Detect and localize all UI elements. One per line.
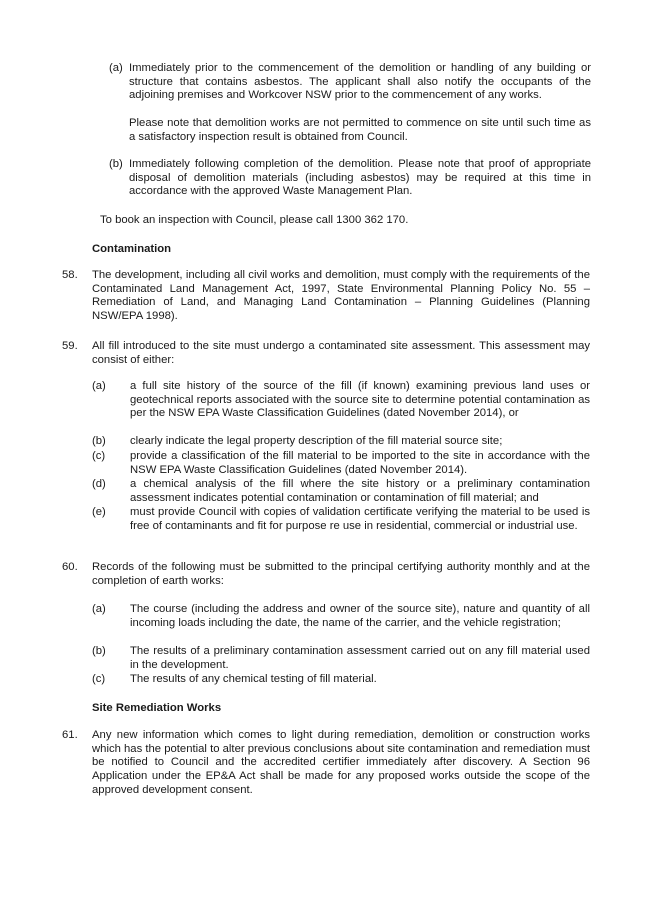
condition-59-number: 59.	[62, 340, 78, 352]
condition-59-item-b-label: (b)	[92, 435, 106, 447]
condition-59-item-c-text: provide a classification of the fill material to be imported to the site in accordance with the NSW EPA Waste Classification Guidelines (dated November 2014).	[130, 450, 590, 476]
condition-60-item-c-text: The results of any chemical testing of fill material.	[130, 673, 377, 685]
condition-60-item-b-label: (b)	[92, 645, 106, 657]
condition-60-number: 60.	[62, 561, 78, 573]
condition-59-item-b-text: clearly indicate the legal property description of the fill material source site;	[130, 435, 503, 447]
condition-60-text: Records of the following must be submitted to the principal certifying authority monthly and at the completion of earth works:	[92, 561, 590, 587]
intro-item-a-text: Immediately prior to the commencement of the demolition or handling of any building or structure that contains asbestos. The applicant shall also notify the occupants of the adjoining premises and Workcover NSW prior to the commencement of any works.	[129, 62, 591, 102]
condition-60-item-a-label: (a)	[92, 603, 106, 615]
contamination-heading: Contamination	[92, 243, 172, 255]
intro-item-b-text: Immediately following completion of the demolition. Please note that proof of appropriate disposal of demolition materials (including asbestos) may be required at this time in accordance with the approved Waste Management Plan.	[129, 158, 591, 198]
condition-59-item-d-text: a chemical analysis of the fill where the site history or a preliminary contamination assessment indicates potential contamination or contamination of fill material; and	[130, 478, 590, 504]
condition-61-text: Any new information which comes to light during remediation, demolition or construction works which has the potential to alter previous conclusions about site contamination and remediation must be notified to Council and the accredited certifier immediately after discovery. A Section 96 Application under the EP&A Act shall be made for any proposed works outside the scope of the approved development consent.	[92, 729, 590, 796]
condition-59-item-a-text: a full site history of the source of the fill (if known) examining previous land uses or geotechnical reports associated with the source site to determine potential contamination as per the NSW EPA Waste Classification Guidelines (dated November 2014), or	[130, 380, 590, 420]
condition-60-item-a-text: The course (including the address and owner of the source site), nature and quantity of all incoming loads including the date, the name of the carrier, and the vehicle registration;	[130, 603, 590, 629]
condition-59-text: All fill introduced to the site must undergo a contaminated site assessment. This assessment may consist of either:	[92, 340, 590, 366]
intro-item-b-label: (b)	[109, 158, 123, 170]
condition-60-item-c-label: (c)	[92, 673, 106, 685]
demolition-note: Please note that demolition works are not permitted to commence on site until such time as a satisfactory inspection result is obtained from Council.	[129, 117, 591, 143]
booking-line: To book an inspection with Council, please call 1300 362 170.	[100, 214, 409, 226]
condition-60-item-b-text: The results of a preliminary contamination assessment carried out on any fill material used in the development.	[130, 645, 590, 671]
condition-58-number: 58.	[62, 269, 78, 281]
condition-59-item-e-text: must provide Council with copies of validation certificate verifying the material to be used is free of contaminants and fit for purpose re use in residential, commercial or industrial use.	[130, 506, 590, 532]
condition-59-item-c-label: (c)	[92, 450, 106, 462]
condition-59-item-e-label: (e)	[92, 506, 106, 518]
condition-58-text: The development, including all civil works and demolition, must comply with the requirements of the Contaminated Land Management Act, 1997, State Environmental Planning Policy No. 55 – Remediation of Land, and Managing Land Contamination – Planning Guidelines (Planning NSW/EPA 1998).	[92, 269, 590, 323]
intro-item-a-label: (a)	[109, 62, 123, 74]
condition-59-item-a-label: (a)	[92, 380, 106, 392]
remediation-heading: Site Remediation Works	[92, 702, 222, 714]
condition-61-number: 61.	[62, 729, 78, 741]
condition-59-item-d-label: (d)	[92, 478, 106, 490]
